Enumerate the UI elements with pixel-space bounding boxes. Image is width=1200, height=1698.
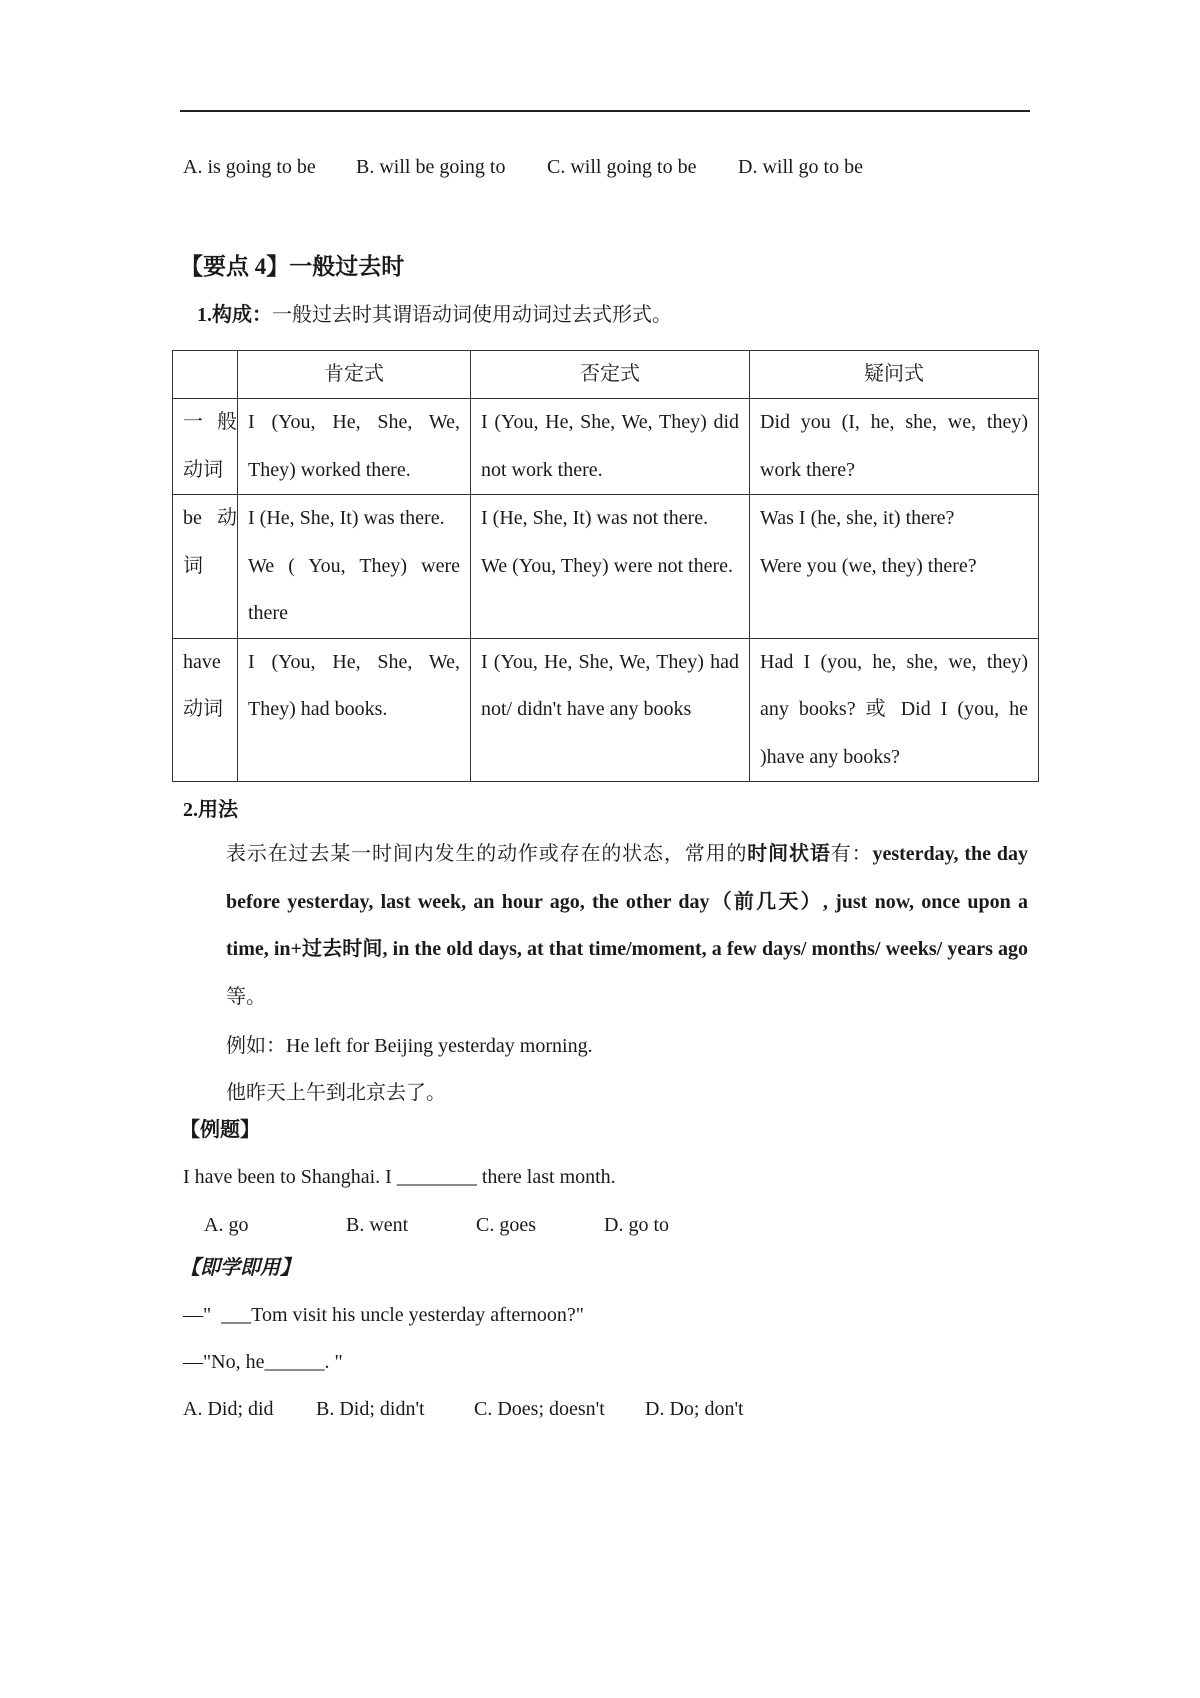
cell-line: Was I (he, she, it) there? <box>760 507 955 529</box>
option-d: D. Do; don't <box>645 1398 744 1420</box>
usage-adverbials: yesterday, the day before yesterday, last week, an hour ago, the other day（前几天）, just now, once upon a time, in+过去时间, in the old days, at that time/moment, a few days/ months/ weeks/ years ago <box>226 843 1029 960</box>
table-row <box>173 399 1039 495</box>
example-question-options <box>0 1214 1200 1242</box>
cell-line: Were you (we, they) there? <box>760 554 977 577</box>
option-b: B. went <box>346 1214 409 1236</box>
usage-term-suffix: 有： <box>830 843 873 865</box>
option-d: D. will go to be <box>738 156 863 178</box>
row-label: have 动词 <box>173 638 238 782</box>
practice-line-1: —" ___Tom visit his uncle yesterday afternoon?" <box>183 1304 584 1326</box>
table-row <box>173 495 1039 639</box>
cell-negative: I (You, He, She, We, They) had not/ didn't have any books <box>471 638 750 782</box>
cell-negative <box>471 495 750 639</box>
cell-affirmative <box>238 495 471 639</box>
structure-line <box>197 298 672 327</box>
cell-line: We (You, They) were not there. <box>481 554 734 577</box>
row-label: be 动词 <box>173 495 238 639</box>
cell-question: Had I (you, he, she, we, they) any books? 或 Did I (you, he )have any books? <box>750 638 1039 782</box>
usage-term: 时间状语 <box>747 843 831 865</box>
cell-line: I (He, She, It) was there. <box>248 507 445 529</box>
option-b: B. will be going to <box>356 156 506 178</box>
option-a: A. Did; did <box>183 1398 274 1420</box>
cell-question: Did you (I, he, she, we, they) work there? <box>750 399 1039 495</box>
header-empty <box>173 351 238 399</box>
usage-ending: 等。 <box>226 985 266 1008</box>
row-label: 一般动词 <box>173 399 238 495</box>
cell-line: We ( You, They) were there <box>248 554 460 624</box>
cell-line: I (He, She, It) was not there. <box>481 507 709 529</box>
cell-question <box>750 495 1039 639</box>
usage-paragraph <box>226 831 1028 1021</box>
practice-line-2: —"No, he______. " <box>183 1351 343 1373</box>
cell-affirmative: I (You, He, She, We, They) had books. <box>238 638 471 782</box>
example-line <box>226 1029 593 1058</box>
header-question: 疑问式 <box>750 351 1039 399</box>
option-c: C. goes <box>476 1214 536 1236</box>
header-rule <box>180 110 1030 112</box>
cell-negative: I (You, He, She, We, They) did not work there. <box>471 399 750 495</box>
top-options <box>0 156 1200 184</box>
example-zh: 他昨天上午到北京去了。 <box>226 1082 446 1104</box>
option-a: A. go <box>204 1214 249 1236</box>
example-en: He left for Beijing yesterday morning. <box>286 1035 593 1057</box>
cell-affirmative: I (You, He, She, We, They) worked there. <box>238 399 471 495</box>
practice-options <box>0 1398 1200 1426</box>
option-d: D. go to <box>604 1214 669 1236</box>
section-heading: 【要点 4】一般过去时 <box>180 254 405 279</box>
table-header-row <box>173 351 1039 399</box>
usage-intro: 表示在过去某一时间内发生的动作或存在的状态，常用的 <box>226 843 748 865</box>
tense-table <box>172 350 1039 782</box>
option-a: A. is going to be <box>183 156 316 178</box>
practice-label: 【即学即用】 <box>180 1257 300 1279</box>
option-b: B. Did; didn't <box>316 1398 425 1420</box>
structure-label: 1.构成： <box>197 304 272 326</box>
example-label: 例如： <box>226 1035 286 1057</box>
usage-label: 2.用法 <box>183 799 238 821</box>
table-row <box>173 638 1039 782</box>
header-negative: 否定式 <box>471 351 750 399</box>
header-affirmative: 肯定式 <box>238 351 471 399</box>
example-question-label: 【例题】 <box>180 1119 260 1141</box>
structure-text: 一般过去时其谓语动词使用动词过去式形式。 <box>272 304 672 326</box>
option-c: C. Does; doesn't <box>474 1398 605 1420</box>
example-question-stem: I have been to Shanghai. I ________ there last month. <box>183 1166 616 1188</box>
option-c: C. will going to be <box>547 156 697 178</box>
